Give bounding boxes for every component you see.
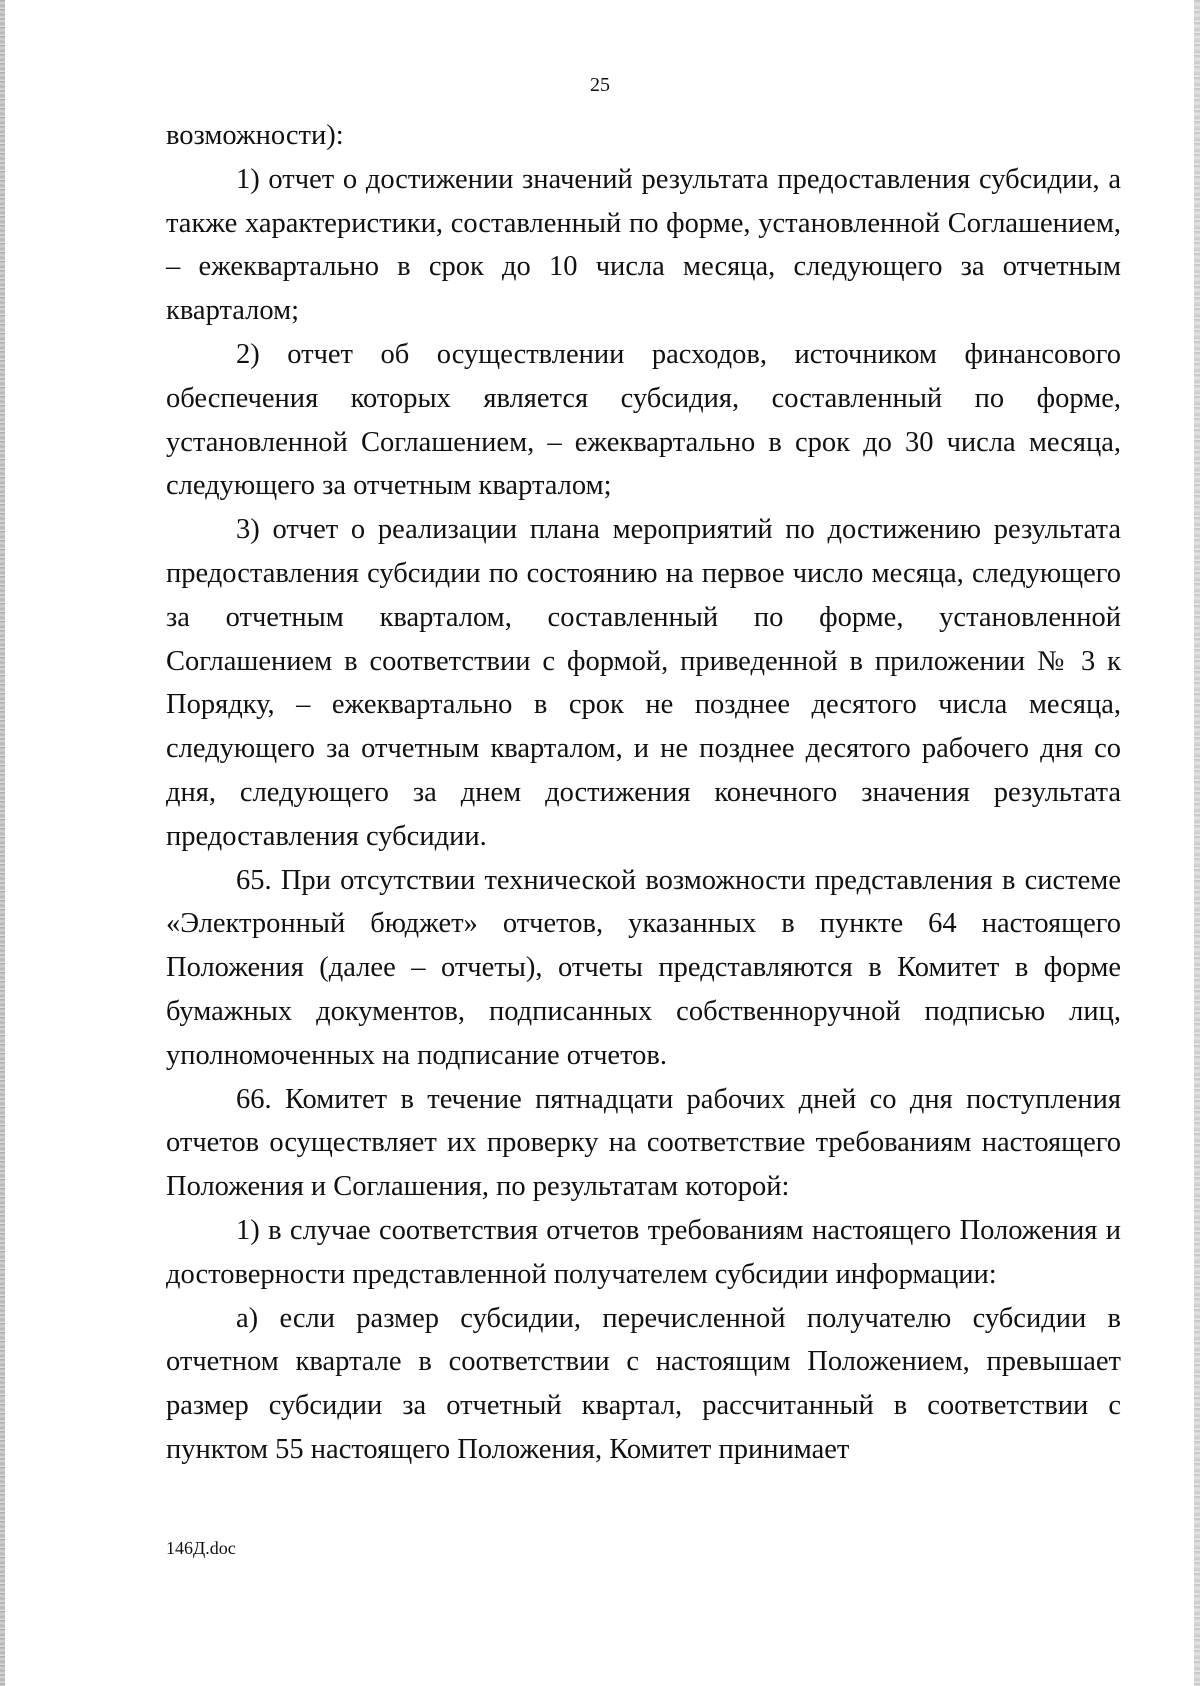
scan-edge-right <box>1194 0 1200 1686</box>
paragraph: 2) отчет об осуществлении расходов, источником финансового обеспечения которых является субсидия, составленный по форме, установленной Соглашением, – ежеквартально в срок до 30 числа месяца, следующего за отчетным кварталом; <box>166 338 1121 502</box>
paragraph: возможности): <box>166 120 344 151</box>
paragraph: 65. При отсутствии технической возможности представления в системе «Электронный бюджет» отчетов, указанных в пункте 64 настоящего Положения (далее – отчеты), отчеты представляются в Комитет в форме бумажных документов, подписанных собственноручной подписью лиц, уполномоченных на подписание отчетов. <box>166 864 1121 1071</box>
paragraph: 3) отчет о реализации плана мероприятий по достижению результата предоставления субсидии по состоянию на первое число месяца, следующего за отчетным кварталом, составленный по форме, установленной Соглашением в соответствии с формой, приведенной в приложении № 3 к Порядку, – ежеквартально в срок не позднее десятого числа месяца, следующего за отчетным кварталом, и не позднее десятого рабочего дня со дня, следующего за днем достижения конечного значения результата предоставления субсидии. <box>166 514 1121 852</box>
footer-filename: 146Д.doc <box>166 1538 236 1558</box>
document-body <box>166 114 1121 1472</box>
paragraph: а) если размер субсидии, перечисленной получателю субсидии в отчетном квартале в соответствии с настоящим Положением, превышает размер субсидии за отчетный квартал, рассчитанный в соответствии с пунктом 55 настоящего Положения, Комитет принимает <box>166 1302 1121 1465</box>
page-number: 25 <box>590 74 610 96</box>
paragraph: 66. Комитет в течение пятнадцати рабочих дней со дня поступления отчетов осуществляет их проверку на соответствие требованиям настоящего Положения и Соглашения, по результатам которой: <box>166 1083 1121 1203</box>
scan-edge-left <box>0 0 5 1686</box>
paragraph: 1) отчет о достижении значений результата предоставления субсидии, а также характеристики, составленный по форме, установленной Соглашением, – ежеквартально в срок до 10 числа месяца, следующего за отчетным кварталом; <box>166 163 1121 327</box>
paragraph: 1) в случае соответствия отчетов требованиям настоящего Положения и достоверности представленной получателем субсидии информации: <box>166 1214 1121 1290</box>
